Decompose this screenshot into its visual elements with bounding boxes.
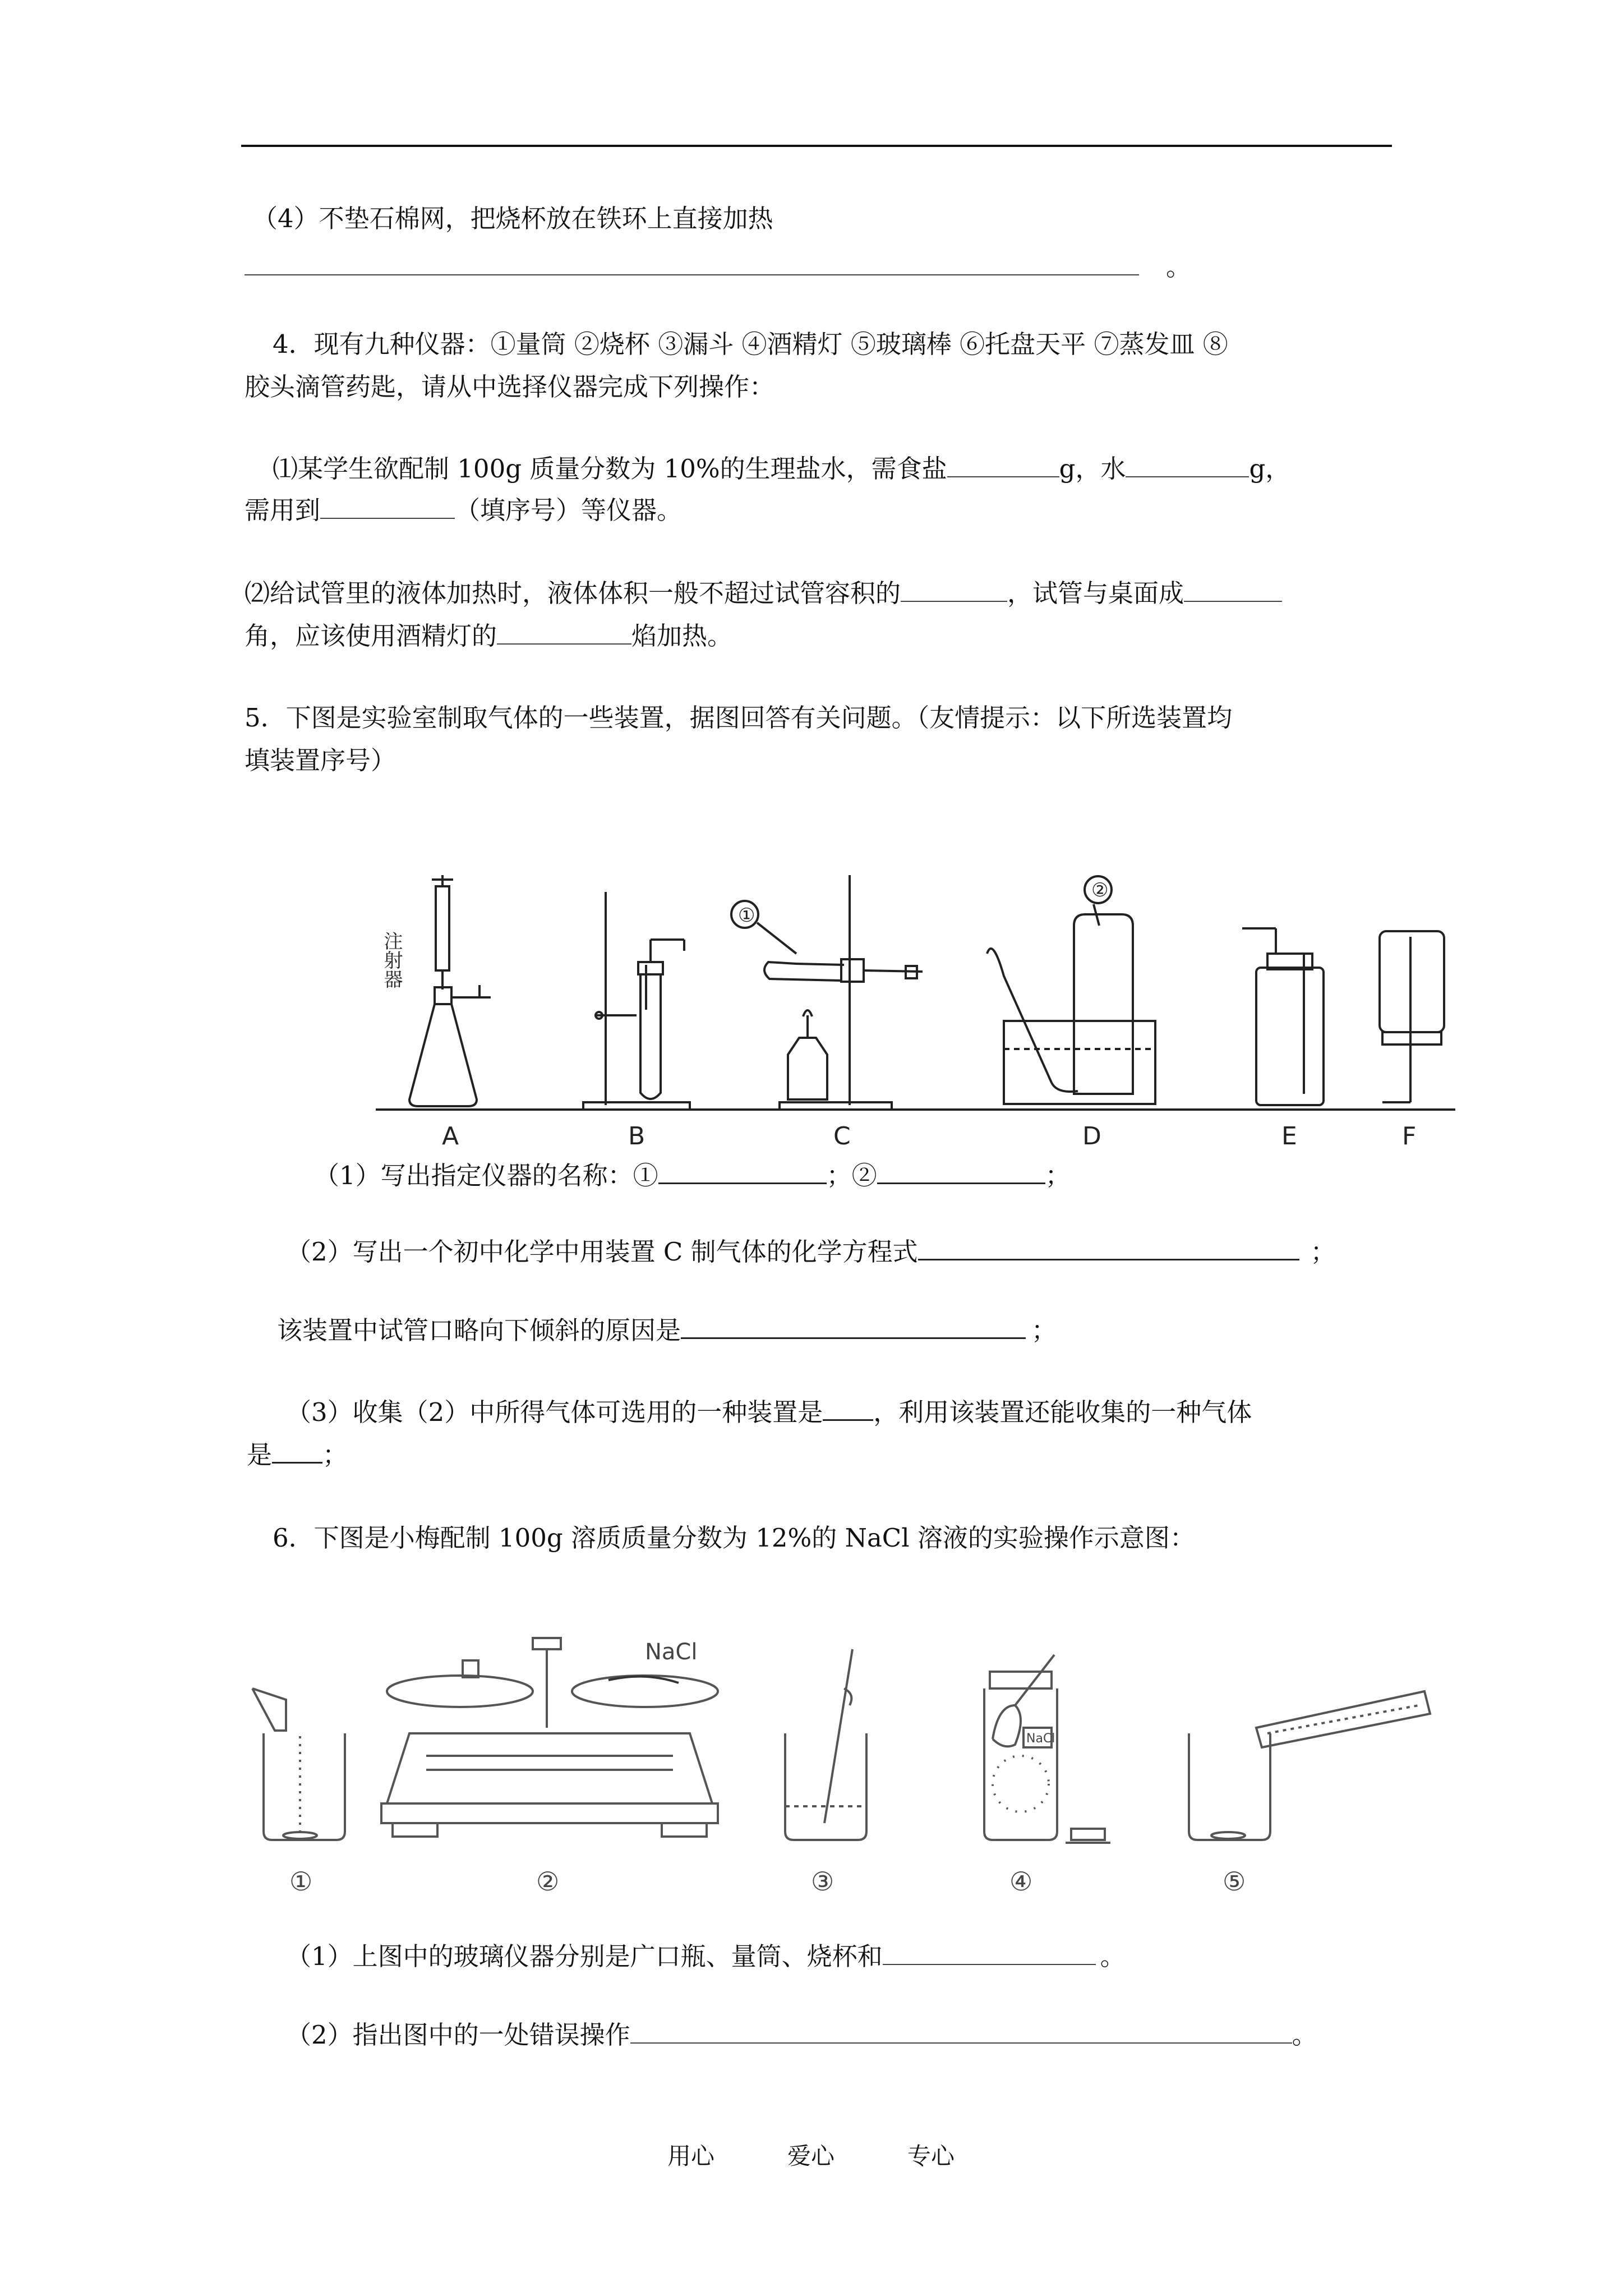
reason-blank[interactable] [681, 1316, 1026, 1339]
syringe-label: 注射器 [380, 931, 403, 988]
step-2-balance [381, 1638, 718, 1837]
apparatus-c [731, 875, 923, 1110]
step-label-5: ⑤ [1223, 1866, 1246, 1897]
flame-blank[interactable] [497, 622, 631, 645]
step-4-reagent-jar [984, 1655, 1110, 1843]
q3-item-4-answer-line: 。 [245, 250, 1191, 284]
instrument-1-blank[interactable] [658, 1161, 827, 1184]
q6-intro: 6．下图是小梅配制 100g 溶质质量分数为 12%的 NaCl 溶液的实验操作示意图： [273, 1523, 1195, 1553]
error-operation-blank[interactable] [630, 2021, 1292, 2044]
instrument-2-blank[interactable] [877, 1161, 1045, 1184]
angle-blank[interactable] [1184, 579, 1282, 602]
label-a: A [442, 1122, 459, 1150]
step-label-3: ③ [811, 1866, 834, 1897]
volume-fraction-blank[interactable] [901, 579, 1007, 602]
water-mass-blank[interactable] [1126, 455, 1249, 477]
q5-part1: （1）写出指定仪器的名称：① ；② ； [314, 1161, 1071, 1190]
step-1-pouring-solid [252, 1688, 345, 1840]
q4-part2-line1: ⑵给试管里的液体加热时，液体体积一般不超过试管容积的 ，试管与桌面成 [245, 577, 1282, 610]
apparatus-f [1380, 931, 1444, 1102]
footer-item-3: 专心 [907, 2142, 955, 2170]
label-d: D [1082, 1122, 1101, 1150]
apparatus-a [409, 875, 491, 1106]
solution-prep-figure [241, 1616, 1475, 1907]
q4-intro-line2: 胶头滴管药匙，请从中选择仪器完成下列操作： [245, 372, 775, 402]
q4-part1-line2: 需用到 （填序号）等仪器。 [245, 495, 683, 525]
q5-part2-line1: （2）写出一个初中化学中用装置 C 制气体的化学方程式 ； [286, 1237, 1336, 1267]
salt-mass-blank[interactable] [947, 455, 1059, 477]
equation-blank[interactable] [918, 1237, 1299, 1260]
q5-part2-line2: 该装置中试管口略向下倾斜的原因是 ； [277, 1315, 1057, 1345]
step-label-1: ① [289, 1866, 313, 1897]
q5-intro-line2: 填装置序号） [245, 746, 396, 775]
header-rule [241, 145, 1392, 147]
q4-intro-line1: 4．现有九种仪器：①量筒 ②烧杯 ③漏斗 ④酒精灯 ⑤玻璃棒 ⑥托盘天平 ⑦蒸发皿 ⑧ [273, 329, 1228, 359]
footer-item-1: 用心 [667, 2142, 715, 2170]
step-label-2: ② [536, 1866, 560, 1897]
footer-item-2: 爱心 [787, 2142, 835, 2170]
q6-part1: （1）上图中的玻璃仪器分别是广口瓶、量筒、烧杯和 。 [286, 1941, 1126, 1971]
label-b: B [628, 1122, 645, 1150]
step-3-stirring [785, 1649, 866, 1840]
apparatus-e [1242, 928, 1324, 1105]
answer-blank[interactable] [245, 253, 1139, 275]
gas-apparatus-figure [370, 869, 1458, 1150]
label-c: C [833, 1122, 851, 1150]
q5-part3-line2: 是 ； [247, 1440, 348, 1470]
q5-part3-line1: （3）收集（2）中所得气体可选用的一种装置是 ，利用该装置还能收集的一种气体 [286, 1397, 1252, 1427]
nacl-jar-label: NaCl [1026, 1732, 1055, 1746]
q4-part2-line2: 角，应该使用酒精灯的 焰加热。 [245, 621, 733, 651]
label-e: E [1281, 1122, 1297, 1150]
instruments-blank[interactable] [320, 496, 455, 519]
label-f: F [1402, 1122, 1417, 1150]
q5-intro-line1: 5．下图是实验室制取气体的一些装置，据图回答有关问题。（友情提示：以下所选装置均 [245, 703, 1233, 733]
step-5-pouring-water [1189, 1691, 1430, 1840]
apparatus-b [583, 892, 690, 1110]
q3-item-4: （4）不垫石棉网，把烧杯放在铁环上直接加热 [252, 204, 773, 233]
nacl-pan-label: NaCl [645, 1639, 698, 1665]
q6-part2: （2）指出图中的一处错误操作 。 [286, 2020, 1317, 2050]
glass-instrument-blank[interactable] [883, 1943, 1096, 1965]
footer [667, 2139, 1027, 2173]
marker-1: ① [738, 904, 755, 927]
marker-2: ② [1091, 879, 1109, 901]
q4-part1-line1: ⑴某学生欲配制 100g 质量分数为 10%的生理盐水，需食盐 g，水 g， [273, 454, 1291, 484]
step-label-4: ④ [1009, 1866, 1033, 1897]
other-gas-blank[interactable] [272, 1441, 322, 1464]
collect-apparatus-blank[interactable] [823, 1398, 873, 1421]
apparatus-d [987, 876, 1155, 1104]
